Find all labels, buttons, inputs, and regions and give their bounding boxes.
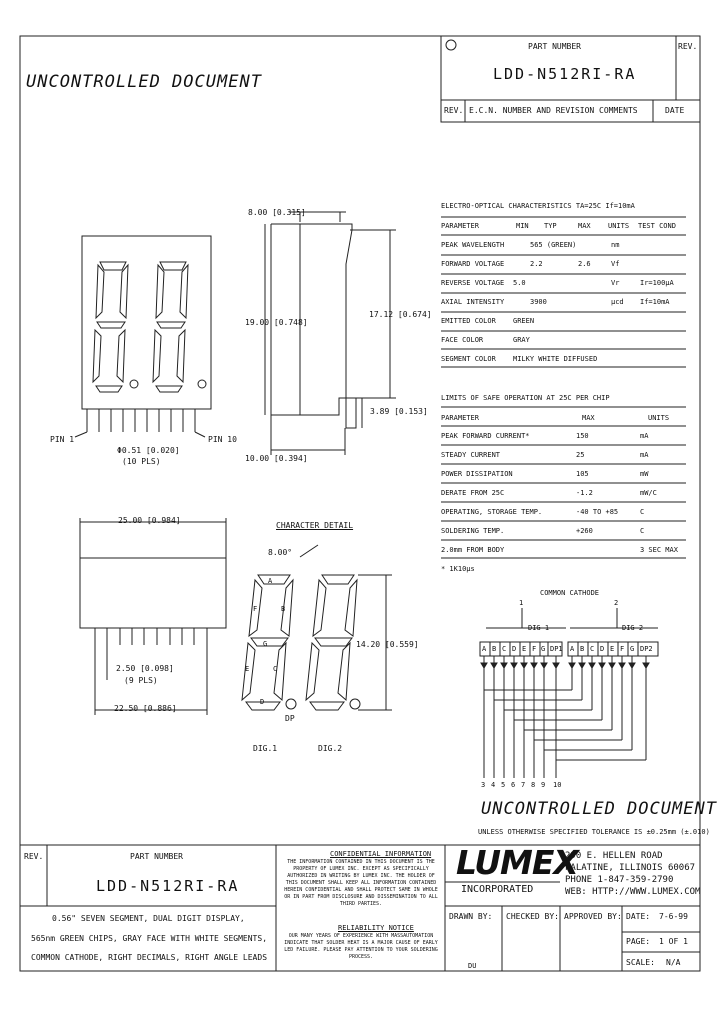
circuit-pin-label: 6 (511, 781, 516, 789)
eo-cell: 2.6 (578, 260, 591, 268)
dim-width: 25.00 [0.984] (118, 516, 181, 525)
circuit-pin-label: 8 (531, 781, 536, 789)
ul-circle-icon (446, 40, 456, 50)
dim-char-height: 14.20 [0.559] (356, 640, 419, 649)
eo-cell: μcd (611, 298, 624, 306)
drawn-by-label: DRAWN BY: (449, 912, 493, 921)
description-line-1: 0.56" SEVEN SEGMENT, DUAL DIGIT DISPLAY, (52, 914, 245, 923)
lim-hdr-max: MAX (582, 414, 595, 422)
scale-value: N/A (666, 958, 681, 967)
dp-label: DP (285, 714, 295, 723)
seg-d-label: D (260, 698, 265, 706)
eo-cell: REVERSE VOLTAGE (441, 279, 505, 287)
limits-cell: mW/C (640, 489, 657, 497)
dim-body-height: 17.12 [0.674] (369, 310, 432, 319)
circuit-seg2-label: DP2 (640, 645, 653, 653)
circuit-seg2-label: E (610, 645, 615, 653)
dig1-label: DIG.1 (253, 744, 278, 753)
eo-cell: 3900 (530, 298, 547, 306)
part-number: LDD-N512RI-RA (493, 65, 637, 83)
reliability-title: RELIABILITY NOTICE (338, 924, 414, 932)
eo-cell: If=10mA (640, 298, 670, 306)
circuit-pin-c1: 1 (519, 599, 524, 607)
character-detail (242, 545, 392, 710)
eo-cell: FACE COLOR (441, 336, 484, 344)
limits-cell: 150 (576, 432, 589, 440)
eo-cell: Vr (611, 279, 620, 287)
page-label: PAGE: (626, 937, 651, 946)
drawn-by-value: DU (468, 962, 477, 970)
ecn-col-header: E.C.N. NUMBER AND REVISION COMMENTS (469, 106, 638, 115)
circuit-pin-label: 5 (501, 781, 506, 789)
eo-hdr-test: TEST COND (638, 222, 676, 230)
limits-cell: mA (640, 432, 649, 440)
seg-f-label: F (253, 605, 258, 613)
eo-hdr-typ: TYP (544, 222, 557, 230)
lim-hdr-units: UNITS (648, 414, 670, 422)
circuit-seg1-label: B (492, 645, 497, 653)
date-label: DATE: (626, 912, 651, 921)
circuit-seg1-label: DP1 (550, 645, 563, 653)
circuit-seg1-label: A (482, 645, 487, 653)
circuit-pin-c2: 2 (614, 599, 619, 607)
circuit-seg2-label: C (590, 645, 595, 653)
part-number-label: PART NUMBER (528, 42, 581, 51)
limits-cell: PEAK FORWARD CURRENT* (441, 432, 530, 440)
circuit-seg1-label: F (532, 645, 537, 653)
bottom-part-number: LDD-N512RI-RA (96, 877, 240, 895)
eo-table-title: ELECTRO-OPTICAL CHARACTERISTICS TA=25C If=10mA (441, 202, 635, 210)
dim-pitch-count: (9 PLS) (124, 676, 158, 685)
reliability-text: OUR MANY YEARS OF EXPERIENCE WITH MASSAUTOMATION INDICATE THAT SOLDER HEAT IS A MAJOR CAUSE OF EARLY LED FAILURE. PLEASE PAY ATTENTION TO YOUR SOLDERING PROCESS. (284, 933, 438, 960)
confidential-title: CONFIDENTIAL INFORMATION (330, 850, 432, 858)
approved-by-label: APPROVED BY: (564, 912, 622, 921)
eo-cell: AXIAL INTENSITY (441, 298, 505, 306)
seg-a-label: A (268, 577, 273, 585)
eo-cell: GRAY (513, 336, 530, 344)
eo-cell: Ir=100μA (640, 279, 674, 287)
page-value: 1 OF 1 (659, 937, 688, 946)
dim-top-depth: 8.00 [0.315] (248, 208, 306, 217)
circuit-pin-label: 4 (491, 781, 496, 789)
eo-hdr-parameter: PARAMETER (441, 222, 479, 230)
limits-cell: POWER DISSIPATION (441, 470, 513, 478)
eo-cell: 2.2 (530, 260, 543, 268)
seg-c-label: C (273, 665, 278, 673)
eo-cell: 5.0 (513, 279, 526, 287)
address-1: 290 E. HELLEN ROAD (565, 851, 663, 861)
circuit-seg1-label: G (541, 645, 546, 653)
pin1-label: PIN 1 (50, 435, 75, 444)
confidential-text: THE INFORMATION CONTAINED IN THIS DOCUMENT IS THE PROPERTY OF LUMEX INC. EXCEPT AS SPECIFICALLY AUTHORIZED IN WRITING BY LUMEX INC. THE HOLDER OF THIS DOCUMENT SHALL KEEP ALL INFORMATION CONTAINED HEREIN CONFIDENTIAL AND SHALL PROTECT SAME IN WHOLE OR IN PART FROM DISCLOSURE AND DISSEMINATION TO ALL THIRD PARTIES. (284, 859, 438, 907)
dim-pin-diameter: Φ0.51 [0.020] (117, 446, 180, 455)
dim-pin-length: 3.89 [0.153] (370, 407, 428, 416)
limits-cell: mA (640, 451, 649, 459)
dim-span: 22.50 [0.886] (114, 704, 177, 713)
limits-cell: C (640, 508, 645, 516)
circuit-seg1-label: E (522, 645, 527, 653)
pin10-label: PIN 10 (208, 435, 237, 444)
circuit-title: COMMON CATHODE (540, 589, 600, 597)
limits-cell: STEADY CURRENT (441, 451, 501, 459)
eo-cell: MILKY WHITE DIFFUSED (513, 355, 598, 363)
eo-hdr-min: MIN (516, 222, 529, 230)
bottom-part-number-label: PART NUMBER (130, 852, 183, 861)
lumex-logo: LUMEX (456, 843, 578, 882)
seg-g-label: G (263, 640, 268, 648)
seg-e-label: E (245, 665, 250, 673)
circuit-seg2-label: D (600, 645, 605, 653)
eo-cell: SEGMENT COLOR (441, 355, 496, 363)
rev-col-header: REV. (444, 106, 464, 115)
bottom-rev-label: REV. (24, 852, 44, 861)
circuit-pin-label: 7 (521, 781, 526, 789)
circuit-seg1-label: D (512, 645, 517, 653)
limits-cell: +260 (576, 527, 593, 535)
limits-cell: OPERATING, STORAGE TEMP. (441, 508, 543, 516)
description-line-3: COMMON CATHODE, RIGHT DECIMALS, RIGHT ANGLE LEADS (31, 953, 268, 962)
limits-cell: 25 (576, 451, 585, 459)
limits-table-title: LIMITS OF SAFE OPERATION AT 25C PER CHIP (441, 394, 610, 402)
limits-cell: 2.0mm FROM BODY (441, 546, 505, 554)
circuit-pin-label: 3 (481, 781, 486, 789)
limits-cell: C (640, 527, 645, 535)
date-col-header: DATE (665, 106, 685, 115)
front-digit-2 (153, 262, 206, 392)
limits-footnote: * 1K10μs (441, 565, 475, 573)
address-2: PALATINE, ILLINOIS 60067 (565, 863, 696, 873)
lumex-logo-sub: INCORPORATED (461, 884, 534, 895)
character-detail-title: CHARACTER DETAIL (276, 521, 354, 530)
dim-slant: 8.00° (268, 548, 293, 557)
eo-cell: 565 (GREEN) (530, 241, 577, 249)
circuit-dig1: DIG 1 (528, 624, 550, 632)
limits-cell: mW (640, 470, 649, 478)
dim-height: 19.00 [0.748] (245, 318, 308, 327)
front-view-pins (87, 409, 195, 432)
circuit-pin-label: 10 (553, 781, 562, 789)
watermark-top: UNCONTROLLED DOCUMENT (26, 72, 262, 92)
address-3: PHONE 1-847-359-2790 (565, 875, 674, 885)
rev-label: REV. (678, 42, 698, 51)
eo-cell: FORWARD VOLTAGE (441, 260, 505, 268)
eo-cell: GREEN (513, 317, 535, 325)
front-digit-1 (93, 262, 138, 392)
limits-cell: DERATE FROM 25C (441, 489, 505, 497)
tolerance-note: UNLESS OTHERWISE SPECIFIED TOLERANCE IS ±0.25mm (±.010) (478, 828, 710, 836)
scale-label: SCALE: (626, 958, 655, 967)
circuit-seg2-label: B (580, 645, 585, 653)
dim-base-depth: 10.00 [0.394] (245, 454, 308, 463)
eo-cell: PEAK WAVELENGTH (441, 241, 505, 249)
dim-pitch: 2.50 [0.098] (116, 664, 174, 673)
eo-hdr-max: MAX (578, 222, 591, 230)
eo-hdr-units: UNITS (608, 222, 630, 230)
limits-cell: 3 SEC MAX (640, 546, 678, 554)
eo-table-lines (441, 217, 686, 367)
limits-cell: -1.2 (576, 489, 593, 497)
circuit-seg1-label: C (502, 645, 507, 653)
dig2-label: DIG.2 (318, 744, 343, 753)
limits-cell: 105 (576, 470, 589, 478)
seg-b-label: B (281, 605, 286, 613)
circuit-dig2: DIG 2 (622, 624, 644, 632)
limits-cell: SOLDERING TEMP. (441, 527, 505, 535)
eo-cell: Vf (611, 260, 620, 268)
circuit-pin-label: 9 (541, 781, 546, 789)
watermark-bottom: UNCONTROLLED DOCUMENT (481, 799, 717, 819)
circuit-seg2-label: G (630, 645, 635, 653)
circuit-diagram (480, 608, 658, 778)
address-4: WEB: HTTP://WWW.LUMEX.COM (565, 887, 701, 897)
eo-cell: nm (611, 241, 620, 249)
lim-hdr-parameter: PARAMETER (441, 414, 479, 422)
date-value: 7-6-99 (659, 912, 688, 921)
circuit-seg2-label: A (570, 645, 575, 653)
circuit-seg2-label: F (620, 645, 625, 653)
limits-table-lines (441, 407, 686, 558)
eo-cell: EMITTED COLOR (441, 317, 496, 325)
checked-by-label: CHECKED BY: (506, 912, 559, 921)
dim-pin-count: (10 PLS) (122, 457, 161, 466)
description-line-2: 565nm GREEN CHIPS, GRAY FACE WITH WHITE SEGMENTS, (31, 934, 268, 943)
limits-cell: -40 TO +85 (576, 508, 619, 516)
side-view (265, 212, 396, 455)
